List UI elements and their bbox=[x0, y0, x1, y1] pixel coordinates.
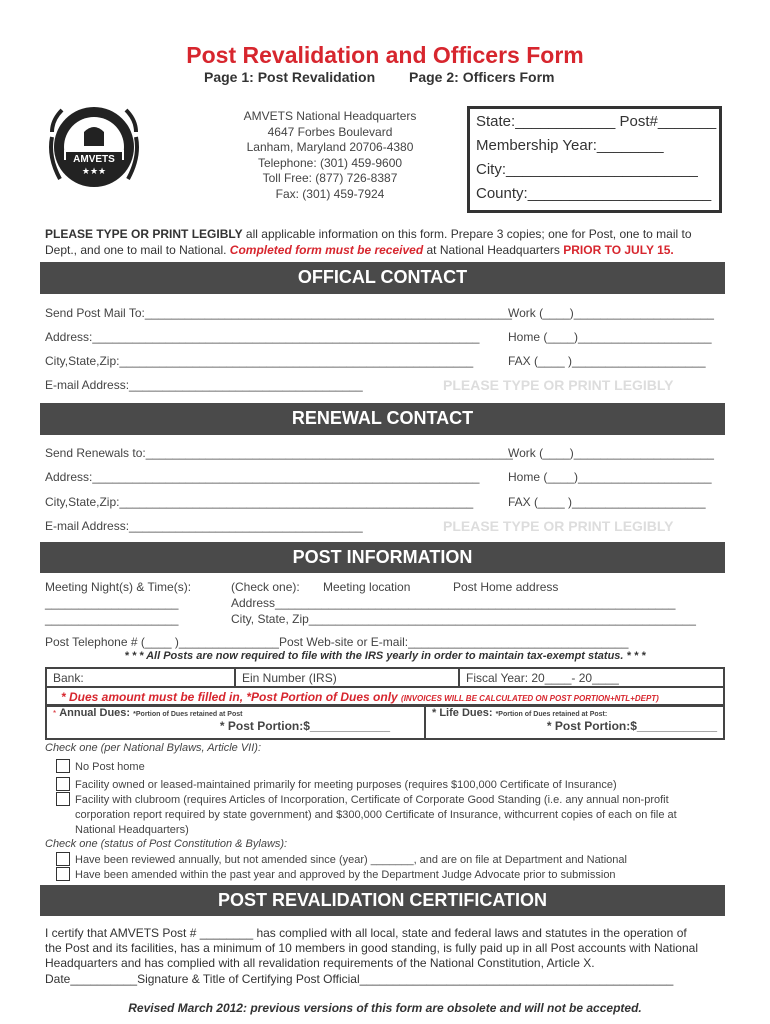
meeting-address-field[interactable]: Address____________________________________________________________ bbox=[231, 596, 676, 610]
irs-note: * * * All Posts are now required to file with the IRS yearly in order to maintain tax-exempt status. * * * bbox=[124, 650, 646, 662]
meeting-times-field[interactable]: ____________________ bbox=[45, 612, 179, 626]
checkbox[interactable] bbox=[56, 777, 70, 791]
home-phone-field[interactable]: Home (____)____________________ bbox=[508, 470, 712, 484]
facility-clubroom-option[interactable]: Facility with clubroom (requires Articles of Incorporation, Certificate of Corporate Good Standing (i.e. any annual non-profit corporation report required by state government) and $300,000 Certificate of Insurance, withcurrent copies of each on file at National Headquarters) bbox=[56, 792, 677, 838]
state-post-field[interactable]: State:____________ Post#_______ bbox=[476, 113, 717, 130]
revision-footer: Revised March 2012: previous versions of this form are obsolete and will not be accepted. bbox=[128, 1001, 642, 1015]
amvets-logo bbox=[44, 92, 144, 202]
send-post-mail-field[interactable]: Send Post Mail To:_______________________________________________________ bbox=[45, 306, 512, 320]
dues-table bbox=[45, 667, 725, 707]
no-post-home-option[interactable]: No Post home bbox=[56, 759, 145, 775]
svg-text:AMVETS: AMVETS bbox=[73, 154, 115, 165]
checkbox[interactable] bbox=[56, 792, 70, 806]
address-line: Lanham, Maryland 20706-4380 bbox=[246, 140, 414, 154]
hq-address bbox=[225, 109, 435, 202]
city-field[interactable]: City:_______________________ bbox=[476, 161, 698, 178]
work-phone-field[interactable]: Work (____)_____________________ bbox=[508, 306, 714, 320]
post-id-box bbox=[467, 106, 722, 213]
checkbox[interactable] bbox=[56, 852, 70, 866]
certification-line: Headquarters and has complied with all revalidation requirements of the National Constitution, Article X. bbox=[45, 956, 595, 970]
fax-field[interactable]: FAX (____ )____________________ bbox=[508, 495, 706, 509]
page1-label: Page 1: Post Revalidation bbox=[204, 69, 376, 85]
meeting-times-label: Meeting Night(s) & Time(s): bbox=[45, 580, 192, 594]
post-home-address-option[interactable]: Post Home address bbox=[453, 580, 559, 594]
city-state-zip-field[interactable]: City,State,Zip:_____________________________________________________ bbox=[45, 354, 474, 368]
email-field[interactable]: E-mail Address:___________________________________ bbox=[45, 519, 363, 533]
address-line: 4647 Forbes Boulevard bbox=[267, 124, 393, 139]
life-post-portion-field[interactable]: * Post Portion:$____________ bbox=[546, 719, 717, 733]
dues-note: * Dues amount must be filled in, *Post Portion of Dues only (INVOICES WILL BE CALCULATED ON POST PORTION+NTL+DEPT) bbox=[46, 687, 724, 706]
annual-dues-cell: * Annual Dues: *Portion of Dues retained at Post * Post Portion:$____________ bbox=[46, 705, 425, 739]
address-field[interactable]: Address:__________________________________________________________ bbox=[45, 470, 480, 484]
address-line: AMVETS National Headquarters bbox=[243, 109, 417, 123]
constitution-check-heading: Check one (status of Post Constitution & Bylaws): bbox=[45, 838, 288, 850]
address-line: Telephone: (301) 459-9600 bbox=[257, 155, 403, 170]
certification-line: the Post and its facilities, has a minimum of 10 members in good standing, is fully paid up in all Post accounts with National bbox=[45, 941, 698, 955]
svg-text:★★★: ★★★ bbox=[81, 166, 107, 176]
county-field[interactable]: County:______________________ bbox=[476, 185, 712, 202]
work-phone-field[interactable]: Work (____)_____________________ bbox=[508, 446, 714, 460]
date-signature-field[interactable]: Date__________Signature & Title of Certifying Post Official_______________________________________________ bbox=[45, 972, 674, 986]
address-field[interactable]: Address:__________________________________________________________ bbox=[45, 330, 480, 344]
post-information-header: POST INFORMATION bbox=[40, 542, 725, 573]
membership-year-field[interactable]: Membership Year:________ bbox=[476, 137, 664, 154]
reviewed-annually-option[interactable]: Have been reviewed annually, but not amended since (year) _______, and are on file at Department and National bbox=[56, 852, 627, 868]
checkbox[interactable] bbox=[56, 867, 70, 881]
fiscal-year-field[interactable]: Fiscal Year: 20____- 20____ bbox=[459, 668, 724, 687]
instructions-line2: Dept., and one to mail to National. Completed form must be received at National Headquarters PRIOR TO JULY 15. bbox=[45, 243, 674, 257]
ein-field[interactable]: Ein Number (IRS) bbox=[235, 668, 459, 687]
annual-post-portion-field[interactable]: * Post Portion:$____________ bbox=[219, 719, 390, 733]
dues-amount-table bbox=[45, 704, 725, 740]
post-telephone-website-field[interactable]: Post Telephone # (____ )_______________Post Web-site or E-mail:_________________________________ bbox=[45, 635, 629, 649]
amended-option[interactable]: Have been amended within the past year and approved by the Department Judge Advocate prior to submission bbox=[56, 867, 616, 883]
bank-field[interactable]: Bank: bbox=[46, 668, 235, 687]
meeting-location-option[interactable]: Meeting location bbox=[323, 580, 411, 594]
page2-label: Page 2: Officers Form bbox=[409, 69, 555, 85]
address-line: Toll Free: (877) 726-8387 bbox=[262, 171, 398, 185]
legibly-watermark: PLEASE TYPE OR PRINT LEGIBLY bbox=[443, 518, 674, 534]
certification-header: POST REVALIDATION CERTIFICATION bbox=[40, 885, 725, 916]
bylaws-check-heading: Check one (per National Bylaws, Article VII): bbox=[45, 742, 262, 754]
city-state-zip-field[interactable]: City,State,Zip:_____________________________________________________ bbox=[45, 495, 474, 509]
checkbox[interactable] bbox=[56, 759, 70, 773]
instructions-line1: PLEASE TYPE OR PRINT LEGIBLY all applicable information on this form. Prepare 3 copies; one for Post, one to mail to bbox=[45, 227, 692, 241]
email-field[interactable]: E-mail Address:___________________________________ bbox=[45, 378, 363, 392]
meeting-times-field[interactable]: ____________________ bbox=[45, 596, 179, 610]
facility-meeting-option[interactable]: Facility owned or leased-maintained primarily for meeting purposes (requires $100,000 Certificate of Insurance) bbox=[56, 777, 617, 793]
life-dues-cell: * Life Dues: *Portion of Dues retained at Post: * Post Portion:$____________ bbox=[425, 705, 724, 739]
form-title: Post Revalidation and Officers Form bbox=[186, 42, 584, 68]
send-renewals-field[interactable]: Send Renewals to:_______________________________________________________ bbox=[45, 446, 513, 460]
address-line: Fax: (301) 459-7924 bbox=[275, 186, 385, 201]
legibly-watermark: PLEASE TYPE OR PRINT LEGIBLY bbox=[443, 377, 674, 393]
meeting-city-state-zip-field[interactable]: City, State, Zip__________________________________________________________ bbox=[231, 612, 696, 626]
certification-line: I certify that AMVETS Post # ________ has complied with all local, state and federal laws and statutes in the operation of bbox=[45, 926, 687, 940]
fax-field[interactable]: FAX (____ )____________________ bbox=[508, 354, 706, 368]
check-one-label: (Check one): bbox=[231, 580, 300, 594]
renewal-contact-header: RENEWAL CONTACT bbox=[40, 403, 725, 435]
official-contact-header: OFFICAL CONTACT bbox=[40, 262, 725, 294]
home-phone-field[interactable]: Home (____)____________________ bbox=[508, 330, 712, 344]
